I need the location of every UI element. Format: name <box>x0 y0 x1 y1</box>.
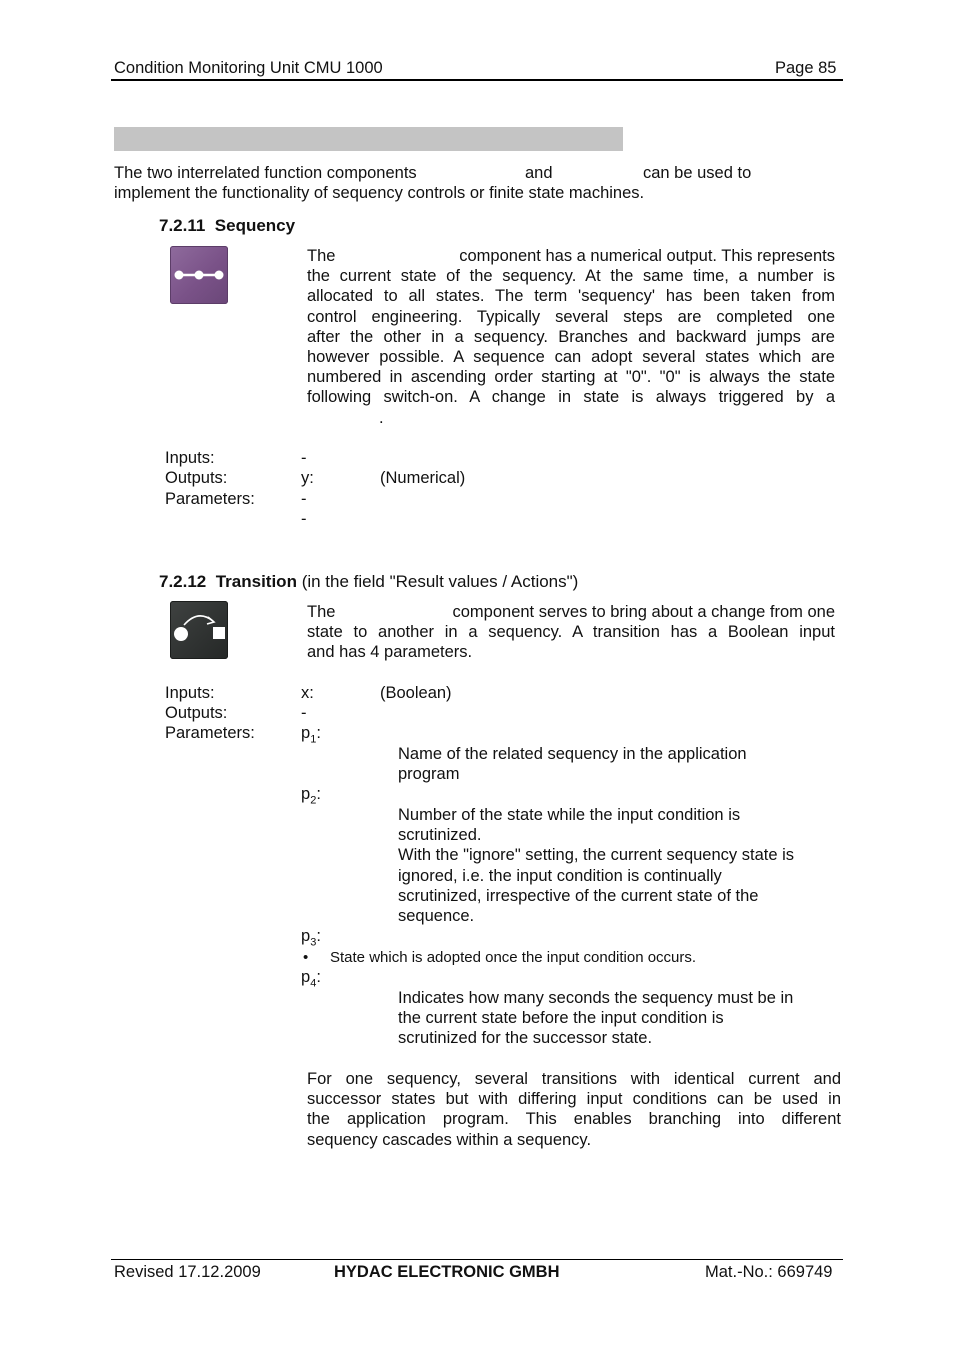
parameter-p2: $p_2$: <box>301 785 321 807</box>
parameter-p2-desc <box>398 805 794 926</box>
sequency-desc-line: after the other in a sequency. Branches and backward jumps are <box>307 327 835 346</box>
page-number: Page 85 <box>775 59 837 77</box>
section-subtitle: (in the field "Result values / Actions") <box>301 572 579 591</box>
p4-desc-line: Indicates how many seconds the sequency must be in <box>398 989 794 1007</box>
footer-matno: Mat.-No.: 669749 <box>705 1263 833 1281</box>
sequency-desc-line: following switch-on. A change in state is always triggered by a <box>307 388 835 407</box>
sequency-desc-line: allocated to all states. The term 'sequency' has been taken from <box>307 287 835 306</box>
sequency-outputs-type: (Numerical) <box>380 469 466 487</box>
section-heading-sequency <box>159 216 295 236</box>
p2-desc-line: ignored, i.e. the input condition is continually <box>398 866 722 885</box>
sequency-parameter-value: - <box>301 510 307 528</box>
p1-desc-line: Name of the related sequency in the application <box>398 745 747 763</box>
transition-outputs-label: Outputs: <box>165 704 228 722</box>
note-line: successor states but with differing input conditions can be used in <box>307 1090 841 1109</box>
section-number: 7.2.12 <box>159 572 207 591</box>
sequency-inputs-value: - <box>301 449 307 467</box>
footer-revised: Revised 17.12.2009 <box>114 1263 261 1281</box>
section-heading-transition <box>159 572 578 592</box>
sequency-parameter-value: - <box>301 490 307 508</box>
sequency-description <box>307 246 835 428</box>
sequency-parameters-label: Parameters: <box>165 490 255 508</box>
transition-icon-graphic <box>170 601 228 659</box>
p3-bullet: • <box>303 949 309 966</box>
p2-desc-line: With the "ignore" setting, the current sequency state is <box>398 846 794 865</box>
sequency-icon <box>170 246 228 304</box>
transition-note <box>307 1069 841 1150</box>
transition-desc-line: and has 4 parameters. <box>307 643 473 662</box>
p2-desc-line: sequence. <box>398 907 475 926</box>
sequency-outputs-label: Outputs: <box>165 469 228 487</box>
transition-inputs-var: x: <box>301 684 314 702</box>
note-line: For one sequency, several transitions with identical current and <box>307 1070 841 1088</box>
transition-outputs-value: - <box>301 704 307 722</box>
transition-icon <box>170 601 228 659</box>
sequency-inputs-label: Inputs: <box>165 449 215 467</box>
parameter-p1: $p_1$: <box>301 724 321 746</box>
section-heading-bar <box>114 127 623 151</box>
footer-divider <box>111 1259 843 1260</box>
intro-part3: can be used to <box>643 164 752 182</box>
header-title: Condition Monitoring Unit CMU 1000 <box>114 59 383 77</box>
parameter-p3: $p_3$: <box>301 927 321 949</box>
sequency-desc-line: numbered in ascending order starting at "0". "0" is always the state <box>307 368 835 387</box>
p4-desc-line: the current state before the input condition is <box>398 1009 724 1028</box>
p4-desc-line: scrutinized for the successor state. <box>398 1029 653 1048</box>
section-title: Sequency <box>214 216 296 235</box>
p1-desc-line: program <box>398 765 460 784</box>
note-line: sequency cascades within a sequency. <box>307 1130 592 1149</box>
transition-description <box>307 602 835 663</box>
section-title: Transition <box>215 572 297 591</box>
parameter-p3-desc: State which is adopted once the input condition occurs. <box>330 949 697 966</box>
intro-line2: implement the functionality of sequency controls or finite state machines. <box>114 184 645 202</box>
transition-parameters-label: Parameters: <box>165 724 255 742</box>
transition-desc-line1: component serves to bring about a change from one <box>452 603 835 621</box>
p2-desc-line: scrutinized. <box>398 826 482 845</box>
sequency-outputs-var: y: <box>301 469 314 487</box>
sequency-desc-line: however possible. A sequence can adopt several states which are <box>307 348 835 367</box>
parameter-p1-desc <box>398 744 747 784</box>
sequency-desc-line: the current state of the sequency. At the same time, a number is <box>307 267 835 286</box>
intro-part1: The two interrelated function components <box>114 164 417 182</box>
sequency-desc-line: control engineering. Typically several steps are completed one <box>307 307 835 326</box>
note-line: the application program. This enables branching into different <box>307 1110 841 1129</box>
p2-desc-line: Number of the state while the input condition is <box>398 806 741 824</box>
section-number: 7.2.11 <box>159 216 206 235</box>
sequency-desc-line1: component has a numerical output. This represents <box>459 247 835 265</box>
transition-inputs-label: Inputs: <box>165 684 215 702</box>
transition-desc-line: state to another in a sequency. A transition has a Boolean input <box>307 623 835 642</box>
header-divider <box>111 79 843 81</box>
transition-inputs-type: (Boolean) <box>380 684 452 702</box>
parameter-p4: $p_4$: <box>301 968 321 990</box>
intro-part2: and <box>525 164 553 182</box>
transition-desc-the: The <box>307 603 336 621</box>
p2-desc-line: scrutinized, irrespective of the current state of the <box>398 886 759 905</box>
sequency-desc-the: The <box>307 247 336 265</box>
sequency-desc-end: . <box>379 408 384 427</box>
footer-company: HYDAC ELECTRONIC GMBH <box>334 1263 560 1281</box>
sequency-icon-graphic <box>170 246 228 304</box>
parameter-p4-desc <box>398 988 793 1049</box>
